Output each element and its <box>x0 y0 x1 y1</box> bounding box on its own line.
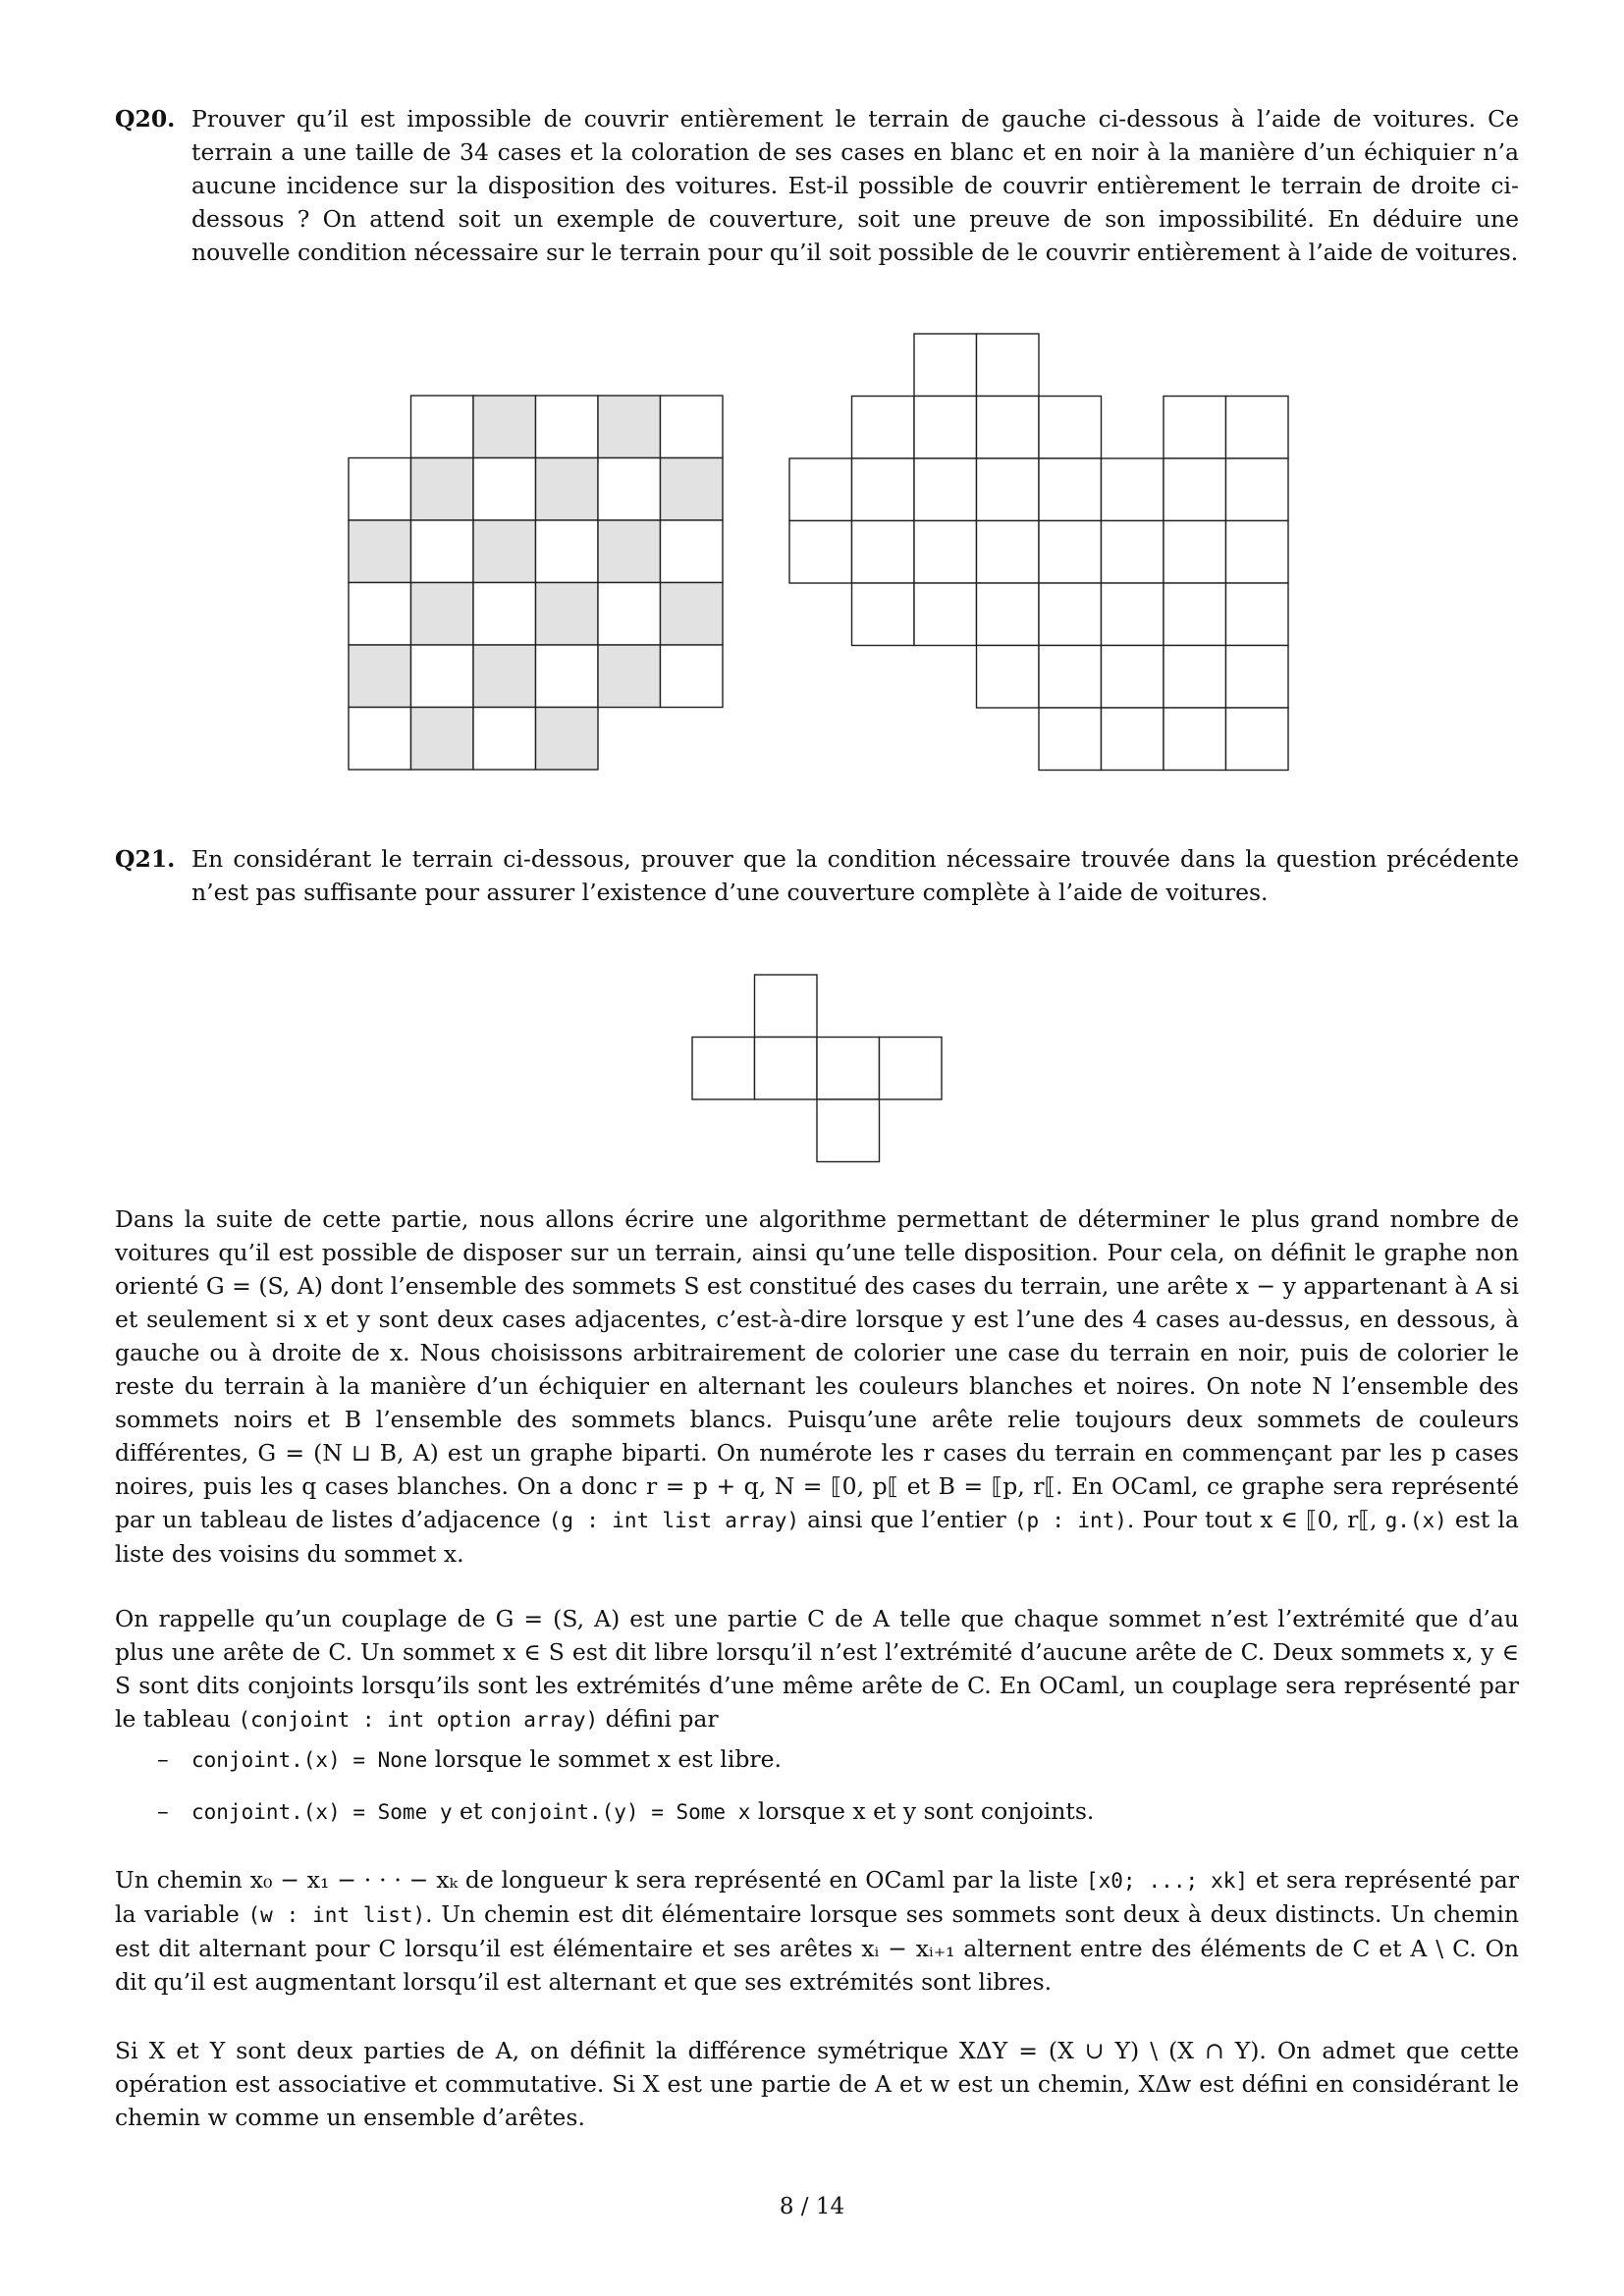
terrain-cell <box>977 521 1040 584</box>
terrain-cell <box>349 708 411 771</box>
terrain-cell <box>852 521 915 584</box>
terrain-right <box>789 334 1288 771</box>
terrain-cell <box>536 396 599 458</box>
terrain-cell <box>914 458 977 521</box>
bullet-item-free <box>157 1742 1522 1777</box>
code-g: (g : int list array) <box>548 1509 800 1532</box>
paragraph-graph-definition <box>115 1202 1519 1571</box>
terrain-cell <box>852 458 915 521</box>
para2-text-b: défini par <box>605 1705 719 1733</box>
terrain-cell <box>1039 521 1102 584</box>
para1-text-a: Dans la suite de cette partie, nous allons écrire une algorithme permettant de déterminer le plus grand nombre de voitures qu’il est possible de disposer sur un terrain, ainsi qu’une telle disposition. Pour cela, on définit le graphe non orienté G = (S, A) dont l’ensemble des sommets S est constitué des cases du terrain, une arête x − y appartenant à A si et seulement si x et y sont deux cases adjacentes, c’est-à-dire lorsque y est l’une des 4 cases au-dessus, en dessous, à gauche ou à droite de x. Nous choisissons arbitrairement de colorier une case du terrain en noir, puis de colorier le reste du terrain à la manière d’un échiquier en alternant les couleurs blanches et noires. On note N l’ensemble des sommets noirs et B l’ensemble des sommets blancs. Puisqu’une arête relie toujours deux sommets de couleurs différentes, G = (N ⊔ B, A) est un graphe biparti. On numérote les r cases du terrain en commençant par les p cases noires, puis les q cases blanches. On a donc r = p + q, N = ⟦0, p⟦ et B = ⟦p, r⟦. En OCaml, ce graphe sera représenté par un tableau de listes d’adjacence <box>115 1205 1519 1533</box>
terrain-cell <box>1164 397 1226 459</box>
terrain-cell <box>817 1038 880 1100</box>
code-conjoint: (conjoint : int option array) <box>238 1708 599 1732</box>
terrain-q21 <box>692 975 942 1162</box>
terrain-cell <box>1102 646 1164 709</box>
terrain-cell <box>411 520 474 583</box>
bullet-text: lorsque x et y sont conjoints. <box>757 1797 1095 1825</box>
terrain-cell <box>349 583 411 646</box>
question-20-text: Prouver qu’il est impossible de couvrir entièrement le terrain de gauche ci-dessous à l’aide de voitures. Ce terrain a une taille de 34 cases et la coloration de ses cases en blanc et en noir à la manière d’un échiquier n’a aucune incidence sur la disposition des voitures. Est-il possible de couvrir entièrement le terrain de droite ci-dessous ? On attend soit un exemple de couverture, soit une preuve de son impossibilité. En déduire une nouvelle condition nécessaire sur le terrain pour qu’il soit possible de le couvrir entièrement à l’aide de voitures. <box>191 105 1519 266</box>
terrain-cell <box>349 645 411 708</box>
terrain-cell <box>349 458 411 521</box>
terrain-cell <box>536 645 599 708</box>
terrain-cell <box>661 396 724 458</box>
terrain-cell <box>349 520 411 583</box>
terrain-cell <box>977 334 1040 397</box>
terrain-cell <box>977 583 1040 646</box>
terrain-cell <box>473 396 536 458</box>
terrain-cell <box>755 1038 818 1100</box>
terrain-cell <box>598 458 661 521</box>
terrain-cell <box>1102 708 1164 771</box>
bullet-dash: – <box>157 1797 169 1825</box>
terrain-cell <box>536 583 599 646</box>
code-gx: g.(x) <box>1384 1509 1447 1532</box>
terrain-cell <box>977 397 1040 459</box>
terrain-cell <box>411 645 474 708</box>
terrain-cell <box>598 520 661 583</box>
para3-text-b: et sera représenté par la variable <box>115 1866 1519 1928</box>
terrain-cell <box>1164 521 1226 584</box>
terrain-cell <box>1039 458 1102 521</box>
terrain-cell <box>536 458 599 521</box>
terrain-cell <box>661 458 724 521</box>
code-w: (w : int list) <box>247 1903 426 1927</box>
terrain-cell <box>598 645 661 708</box>
bullet-code-b: conjoint.(y) = Some x <box>489 1800 751 1824</box>
para1-text-c: . Pour tout x ∈ ⟦0, r⟦, <box>1126 1506 1378 1533</box>
para1-text-b: ainsi que l’entier <box>807 1506 1006 1533</box>
question-21-text: En considérant le terrain ci-dessous, prouver que la condition nécessaire trouvée dans la question précédente n’est pas suffisante pour assurer l’existence d’une couverture complète à l’aide de voitures. <box>191 845 1519 906</box>
terrain-cell <box>1039 397 1102 459</box>
terrain-cell <box>1039 646 1102 709</box>
para2-text-a: On rappelle qu’un couplage de G = (S, A) est une partie C de A telle que chaque sommet n’est l’extrémité que d’au plus une arête de C. Un sommet x ∈ S est dit libre lorsqu’il n’est l’extrémité d’aucune arête de C. Deux sommets x, y ∈ S sont dits conjoints lorsqu’ils sont les extrémités d’une même arête de C. En OCaml, un couplage sera représenté par le tableau <box>115 1605 1519 1733</box>
terrain-cell <box>880 1038 943 1100</box>
terrain-cell <box>1102 583 1164 646</box>
terrain-cell <box>692 1038 755 1100</box>
terrain-cell <box>914 583 977 646</box>
terrain-cell <box>598 583 661 646</box>
terrain-cell <box>1102 458 1164 521</box>
paragraph-difference-symetrique <box>115 2034 1519 2134</box>
page-number: 8 / 14 <box>779 2194 845 2219</box>
para3-text-c: . Un chemin est dit élémentaire lorsque ses sommets sont deux à deux distincts. Un chemin est dit alternant pour C lorsqu’il est élémentaire et ses arêtes xᵢ − xᵢ₊₁ alternent entre des éléments de C et A \ C. On dit qu’il est augmentant lorsqu’il est alternant et que ses extrémités sont libres. <box>115 1900 1519 1996</box>
terrain-cell <box>755 975 818 1038</box>
terrain-cell <box>1226 583 1289 646</box>
terrain-cell <box>661 645 724 708</box>
terrain-cell <box>411 458 474 521</box>
bullet-dash: – <box>157 1745 169 1773</box>
terrain-cell <box>1164 646 1226 709</box>
terrain-cell <box>1226 521 1289 584</box>
paragraph-chemin <box>115 1863 1519 1999</box>
para3-text-a: Un chemin x₀ − x₁ − · · · − xₖ de longueur k sera représenté en OCaml par la liste <box>115 1866 1079 1894</box>
terrain-cell <box>473 458 536 521</box>
terrain-cell <box>536 520 599 583</box>
bullet-text: lorsque le sommet x est libre. <box>434 1745 782 1773</box>
code-list: [x0; ...; xk] <box>1085 1869 1249 1893</box>
terrain-cell <box>473 583 536 646</box>
code-p: (p : int) <box>1013 1509 1127 1532</box>
terrain-cell <box>1102 521 1164 584</box>
terrain-cell <box>1226 458 1289 521</box>
bullet-code: conjoint.(x) = None <box>191 1748 428 1772</box>
terrain-cell <box>1226 708 1289 771</box>
paragraph-couplage <box>115 1602 1519 1736</box>
terrain-cell <box>977 646 1040 709</box>
para4-text: Si X et Y sont deux parties de A, on définit la différence symétrique XΔY = (X ∪ Y) \ (X ∩ Y). On admet que cette opération est associative et commutative. Si X est une partie de A et w est un chemin, XΔw est défini en considérant le chemin w comme un ensemble d’arêtes. <box>115 2037 1519 2131</box>
bullet-code-a: conjoint.(x) = Some y <box>191 1800 453 1824</box>
question-20-label: Q20. <box>115 105 176 133</box>
question-21 <box>115 842 1519 909</box>
terrain-cell <box>1164 583 1226 646</box>
terrain-cell <box>1226 397 1289 459</box>
terrain-cell <box>789 521 852 584</box>
bullet-item-conjoints <box>157 1794 1522 1829</box>
question-21-label: Q21. <box>115 845 176 873</box>
terrain-cell <box>1039 708 1102 771</box>
bullet-list <box>157 1742 1522 1846</box>
terrain-cell <box>852 583 915 646</box>
terrain-cell <box>473 708 536 771</box>
terrain-cell <box>661 520 724 583</box>
terrain-cell <box>977 458 1040 521</box>
terrain-cell <box>852 397 915 459</box>
terrain-cell <box>473 645 536 708</box>
terrain-cell <box>598 396 661 458</box>
terrain-left <box>349 396 723 770</box>
terrain-cell <box>1226 646 1289 709</box>
terrain-cell <box>1164 708 1226 771</box>
terrain-cell <box>661 583 724 646</box>
terrain-cell <box>411 583 474 646</box>
terrain-cell <box>411 708 474 771</box>
terrain-cell <box>789 458 852 521</box>
terrain-cell <box>536 708 599 771</box>
terrain-cell <box>411 396 474 458</box>
bullet-mid: et <box>460 1797 483 1825</box>
terrain-cell <box>473 520 536 583</box>
terrain-cell <box>1039 583 1102 646</box>
terrain-cell <box>914 334 977 397</box>
terrain-cell <box>914 521 977 584</box>
para1-text-d: est la liste des voisins du sommet x. <box>115 1506 1519 1568</box>
terrain-cell <box>1164 458 1226 521</box>
terrain-cell <box>817 1099 880 1162</box>
terrain-cell <box>914 397 977 459</box>
